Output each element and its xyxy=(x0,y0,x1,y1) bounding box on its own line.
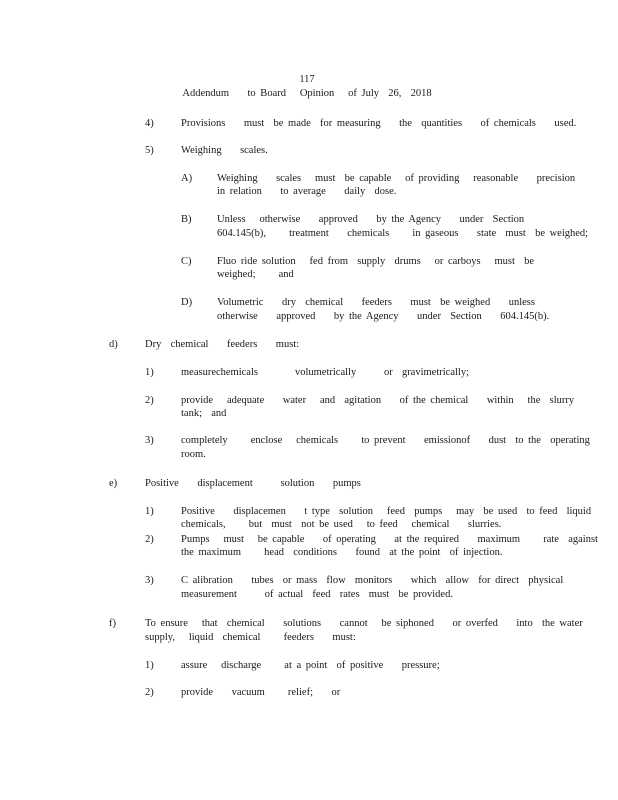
item-f-marker: f) xyxy=(109,618,116,629)
item-f1-marker: 1) xyxy=(145,660,154,671)
item-5d-line1: Volumetric dry chemical feeders must be weighed unless xyxy=(217,297,535,308)
item-f1-text: assure discharge at a point of positive pressure; xyxy=(181,660,440,671)
item-e-marker: e) xyxy=(109,478,118,489)
item-d3-marker: 3) xyxy=(145,435,154,446)
item-5c-line1: Fluo ride solution fed from supply drums or carboys must be xyxy=(217,256,535,267)
item-e-text: Positive displacement solution pumps xyxy=(145,478,361,489)
item-e2-marker: 2) xyxy=(145,534,154,545)
item-5b-line1: Unless otherwise approved by the Agency under Section xyxy=(217,214,525,225)
item-5-text: Weighing scales. xyxy=(181,145,268,156)
item-5d-marker: D) xyxy=(181,297,193,308)
item-e2-line1: Pumps must be capable of operating at the required maximum rate against xyxy=(181,534,598,545)
item-d2-line1: provide adequate water and agitation of the chemical within the slurry xyxy=(181,395,575,406)
item-e1-marker: 1) xyxy=(145,506,154,517)
item-5d-line2: otherwise approved by the Agency under Section 604.145(b). xyxy=(217,311,550,322)
item-e1-line2: chemicals, but must not be used to feed chemical slurries. xyxy=(181,519,502,530)
item-5a-line2: in relation to average daily dose. xyxy=(217,186,397,197)
item-5c-marker: C) xyxy=(181,256,192,267)
item-d3-line1: completely enclose chemicals to prevent emissionof dust to the operating xyxy=(181,435,590,446)
item-e3-marker: 3) xyxy=(145,575,154,586)
item-e3-line1: C alibration tubes or mass flow monitors which allow for direct physical xyxy=(181,575,564,586)
item-e1-line1: Positive displacemen t type solution feed pumps may be used to feed liquid xyxy=(181,506,592,517)
item-d1-marker: 1) xyxy=(145,367,154,378)
item-e2-line2: the maximum head conditions found at the point of injection. xyxy=(181,547,503,558)
item-5-marker: 5) xyxy=(145,145,154,156)
item-f-line2: supply, liquid chemical feeders must: xyxy=(145,632,356,643)
item-5a-marker: A) xyxy=(181,173,193,184)
item-e3-line2: measurement of actual feed rates must be provided. xyxy=(181,589,453,600)
item-d2-line2: tank; and xyxy=(181,408,227,419)
item-d2-marker: 2) xyxy=(145,395,154,406)
item-d-marker: d) xyxy=(109,339,118,350)
item-5c-line2: weighed; and xyxy=(217,269,294,280)
item-d3-line2: room. xyxy=(181,449,206,460)
item-5b-line2: 604.145(b), treatment chemicals in gaseous state must be weighed; xyxy=(217,228,589,239)
item-f-line1: To ensure that chemical solutions cannot be siphoned or overfed into the water xyxy=(145,618,583,629)
item-f2-text: provide vacuum relief; or xyxy=(181,687,341,698)
item-5a-line1: Weighing scales must be capable of providing reasonable precision xyxy=(217,173,576,184)
item-5b-marker: B) xyxy=(181,214,192,225)
document-title: Addendum to Board Opinion of July 26, 2018 xyxy=(182,88,432,99)
item-4-text: Provisions must be made for measuring the quantities of chemicals used. xyxy=(181,118,577,129)
page-number: 117 xyxy=(299,74,315,85)
item-f2-marker: 2) xyxy=(145,687,154,698)
item-d-text: Dry chemical feeders must: xyxy=(145,339,300,350)
item-4-marker: 4) xyxy=(145,118,154,129)
item-d1-text: measurechemicals volumetrically or gravimetrically; xyxy=(181,367,469,378)
